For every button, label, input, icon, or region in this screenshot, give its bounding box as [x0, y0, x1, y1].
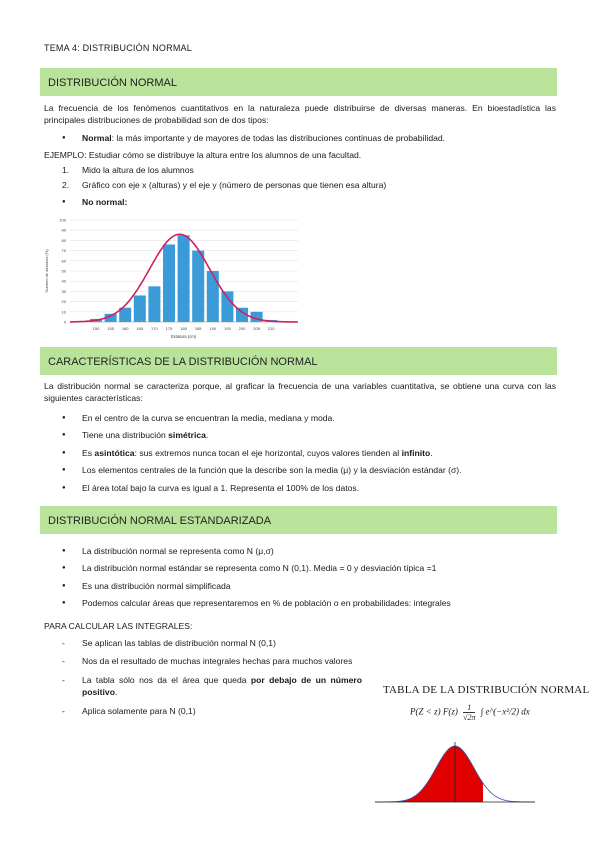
y-tick-label: 0 — [63, 319, 66, 325]
histogram-bar — [148, 286, 160, 322]
no-normal-list — [62, 196, 552, 213]
list-item: ● Normal: la más importante y de mayores de todas las distribuciones continuas de probabilidad. — [62, 132, 552, 144]
histogram-bar — [192, 251, 204, 322]
shaded-area-under-curve — [375, 746, 483, 802]
y-tick-label: 80 — [61, 237, 66, 243]
x-tick-label: 180 — [180, 326, 187, 331]
section-heading-band — [40, 68, 557, 96]
list-item: ● La distribución normal se representa como N (μ,σ) — [62, 545, 552, 557]
table-title: TABLA DE LA DISTRIBUCIÓN NORMAL — [383, 684, 590, 696]
section-heading-band — [40, 506, 557, 534]
list-item: ● La distribución normal estándar se representa como N (0,1). Media = 0 y desviación típica =1 — [62, 562, 552, 574]
height-histogram-chart — [40, 214, 310, 346]
x-tick-label: 205 — [253, 326, 260, 331]
list-item: - La tabla sólo nos da el área que queda por debajo de un número positivo. — [62, 674, 362, 699]
types-list — [62, 132, 552, 149]
y-tick-label: 40 — [61, 278, 66, 284]
list-item: ● Es una distribución normal simplificada — [62, 580, 552, 592]
y-tick-label: 60 — [61, 258, 66, 264]
example-text: EJEMPLO: Estudiar cómo se distribuye la altura entre los alumnos de una facultad. — [44, 150, 362, 160]
list-item: ● No normal: — [62, 196, 552, 208]
list-item: - Nos da el resultado de muchas integrales hechas para muchos valores — [62, 655, 362, 667]
x-tick-label: 200 — [238, 326, 246, 331]
x-tick-label: 210 — [267, 326, 275, 331]
section-heading: CARACTERÍSTICAS DE LA DISTRIBUCIÓN NORMAL — [48, 356, 318, 368]
histogram-bar — [163, 244, 175, 322]
list-item: ● Es asintótica: sus extremos nunca tocan el eje horizontal, cuyos valores tienden al infinito. — [62, 447, 552, 459]
list-item: ● Los elementos centrales de la función que la describe son la media (μ) y la desviación estándar (σ). — [62, 464, 552, 476]
normal-cdf-formula: P(Z < z) F(z) $\frac{1}{√2\pi}$ ∫ e^(−x²/2) dx — [410, 703, 530, 722]
section-heading: DISTRIBUCIÓN NORMAL — [48, 77, 177, 89]
x-tick-label: 175 — [165, 326, 173, 331]
standard-normal-area-figure — [375, 740, 535, 806]
x-tick-label: 165 — [136, 326, 144, 331]
y-tick-label: 90 — [61, 227, 66, 233]
list-item: ● El área total bajo la curva es igual a 1. Representa el 100% de los datos. — [62, 482, 552, 494]
list-item: 1. Mido la altura de los alumnos — [62, 165, 194, 175]
x-tick-label: 185 — [194, 326, 202, 331]
list-item: - Se aplican las tablas de distribución normal N (0,1) — [62, 637, 362, 649]
y-tick-label: 30 — [61, 288, 66, 294]
y-tick-label: 100 — [59, 217, 66, 223]
x-tick-label: 155 — [107, 326, 114, 331]
integrals-title: PARA CALCULAR LAS INTEGRALES: — [44, 621, 193, 631]
x-tick-label: 160 — [121, 326, 129, 331]
x-tick-label: 190 — [209, 326, 217, 331]
characteristics-intro: La distribución normal se caracteriza porque, al graficar la frecuencia de una variables cuantitativa, se obtiene una curva con las siguientes características: — [44, 381, 556, 404]
y-tick-label: 70 — [61, 248, 66, 254]
section-heading-band — [40, 347, 557, 375]
x-axis-label: Estatura (cm) — [171, 334, 197, 339]
y-tick-label: 50 — [61, 268, 66, 274]
list-item: ● En el centro de la curva se encuentran la media, mediana y moda. — [62, 412, 552, 424]
histogram-bar — [134, 295, 146, 322]
histogram-bar — [178, 235, 190, 322]
y-tick-label: 20 — [61, 299, 66, 305]
list-item: ● Podemos calcular áreas que representaremos en % de población o en probabilidades: integrales — [62, 597, 552, 609]
standardized-list — [62, 545, 552, 615]
section-heading: DISTRIBUCIÓN NORMAL ESTANDARIZADA — [48, 515, 272, 527]
y-tick-label: 10 — [61, 309, 66, 315]
y-axis-label: Número de alumnos (%) — [44, 249, 49, 293]
x-tick-label: 195 — [224, 326, 231, 331]
list-item: - Aplica solamente para N (0,1) — [62, 705, 362, 717]
intro-paragraph: La frecuencia de los fenómenos cuantitativos en la naturaleza puede distribuirse de diversas maneras. En bioestadística las principales distribuciones de probabilidad son de dos tipos: — [44, 103, 556, 126]
list-item: ● Tiene una distribución simétrica. — [62, 429, 552, 441]
list-item: 2. Gráfico con eje x (alturas) y el eje y (número de personas que tienen esa altura) — [62, 180, 387, 191]
integrals-list — [62, 637, 362, 723]
steps-list — [62, 164, 552, 195]
characteristics-list — [62, 412, 552, 499]
x-tick-label: 170 — [151, 326, 158, 331]
document-title: TEMA 4: DISTRIBUCIÓN NORMAL — [44, 43, 192, 53]
histogram-bar — [221, 291, 233, 322]
x-tick-label: 150 — [92, 326, 100, 331]
histogram-bar — [207, 271, 219, 322]
